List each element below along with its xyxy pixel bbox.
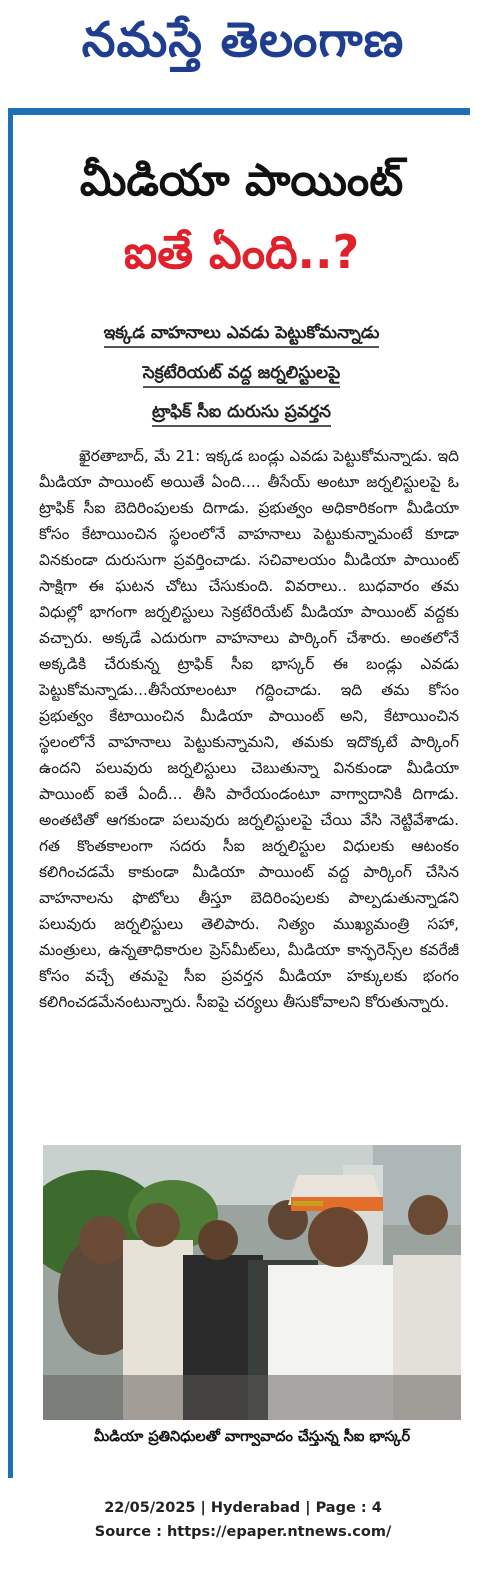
subhead-2: [13, 363, 470, 387]
footer-date-page: 22/05/2025 | Hyderabad | Page : 4: [104, 1500, 382, 1516]
article-clipping: [8, 108, 470, 1478]
subhead-3-text: ట్రాఫిక్ సీఐ దురుసు ప్రవర్తన: [152, 402, 331, 427]
subhead-1-text: ఇక్కడ వాహనాలు ఎవడు పెట్టుకోమన్నాడు: [104, 323, 380, 348]
photo-caption: మీడియా ప్రతినిధులతో వాగ్వావాదం చేస్తున్న సీఐ భాస్కర్: [93, 1429, 411, 1445]
subhead-3: [13, 402, 470, 426]
subhead-2-text: సెక్రటేరియట్ వద్ద జర్నలిస్టులపై: [143, 363, 340, 388]
news-photo: [43, 1145, 461, 1420]
headline-line-2: ఐతే ఏంది..?: [123, 225, 360, 279]
masthead: [0, 0, 486, 92]
photo-illustration: [43, 1145, 461, 1420]
article-body: ఖైరతాబాద్, మే 21: ఇక్కడ బండ్లు ఎవడు పెట్టుకోమన్నాడు. ఇది మీడియా పాయింట్ అయితే ఏంది.... తీసేయ్ అంటూ జర్నలిస్టులపై ఓ ట్రాఫిక్ సీఐ బెదిరింపులకు దిగాడు. ప్రభుత్వం అధికారికంగా మీడియా కోసం కేటాయించిన స్థలంలోనే వాహనాలు పెట్టుకున్నామంటే కూడా వినకుండా దురుసుగా ప్రవర్తించాడు. సచివాలయం మీడియా పాయింట్ సాక్షిగా ఈ ఘటన చోటు చేసుకుంది. వివరాలు.. బుధవారం తమ విధుల్లో భాగంగా జర్నలిస్టులు సెక్రటేరియేట్ మీడియా పాయింట్ వద్దకు వచ్చారు. అక్కడే ఎదురుగా వాహనాలు పార్కింగ్ చేశారు. అంతలోనే అక్కడికి చేరుకున్న ట్రాఫిక్ సీఐ భాస్కర్ ఈ బండ్లు ఎవడు పెట్టుకోమన్నాడు...తీసేయాలంటూ గద్దించాడు. ఇది తమ కోసం ప్రభుత్వం కేటాయించిన మీడియా పాయింట్ అని, కేటాయించిన స్థలంలోనే వాహనాలు పెట్టుకున్నామని, తమకు ఇదొక్కటే పార్కింగ్ ఉందని పలువురు జర్నలిస్టులు చెబుతున్నా వినకుండా మీడియా పాయింట్ ఐతే ఏందీ... తీసి పారేయండంటూ వాగ్వాదానికి దిగాడు. అంతటితో ఆగకుండా పలువురు జర్నలిస్టులపై చేయి వేసి నెట్టివేశాడు. గత కొంతకాలంగా సదరు సీఐ జర్నలిస్టుల విధులకు ఆటంకం కలిగించడమే కాకుండా మీడియా పాయింట్ వద్ద పార్కింగ్ చేసిన వాహనాలను ఫొటోలు తీస్తూ బెదిరింపులకు పాల్పడుతున్నాడని పలువురు జర్నలిస్టులు తెలిపారు. నిత్యం ముఖ్యమంత్రి సహా, మంత్రులు, ఉన్నతాధికారుల ప్రెస్‌మీట్‌లు, మీడియా కాన్ఫరెన్స్‌ల కవరేజీ కోసం వచ్చే తమపై సీఐ ప్రవర్తన మీడియా హక్కులకు భంగం కలిగించడమేనంటున్నారు. సీఐపై చర్యలు తీసుకోవాలని కోరుతున్నారు.: [39, 447, 459, 1011]
footer-source: Source : https://epaper.ntnews.com/: [94, 1524, 392, 1540]
headline-line-1: మీడియా పాయింట్: [79, 155, 404, 206]
newspaper-logo: నమస్తే తెలంగాణ: [81, 12, 405, 68]
subhead-1: [13, 323, 470, 347]
